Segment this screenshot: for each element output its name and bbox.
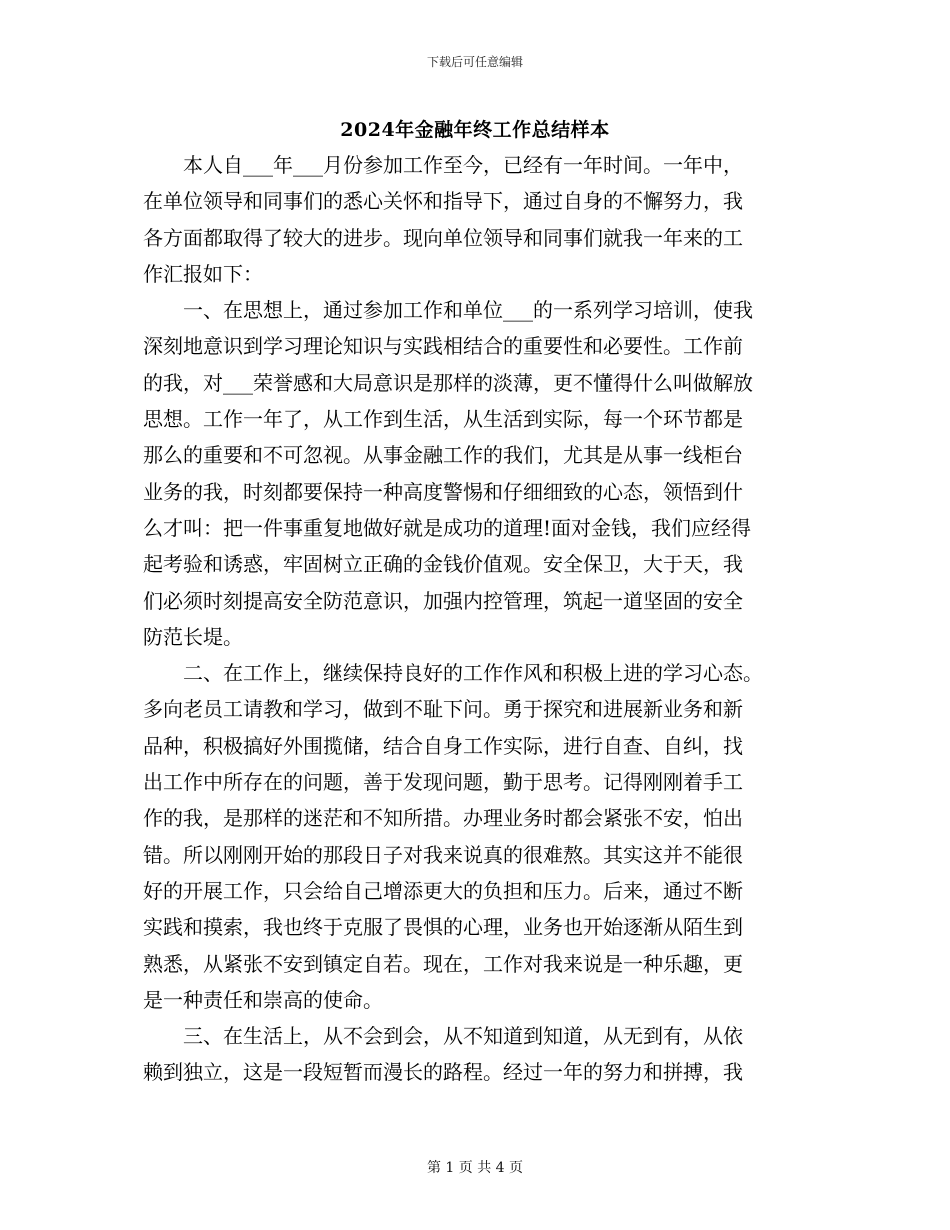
paragraph-line: 出工作中所存在的问题，善于发现问题，勤于思考。记得刚刚着手工 (143, 770, 743, 795)
paragraph-line: 各方面都取得了较大的进步。现向单位领导和同事们就我一年来的工 (143, 225, 743, 250)
paragraph-line: 思想。工作一年了，从工作到生活，从生活到实际，每一个环节都是 (143, 407, 743, 432)
paragraph-line: 起考验和诱惑，牢固树立正确的金钱价值观。安全保卫，大于天，我 (143, 552, 743, 577)
paragraph-line: 多向老员工请教和学习，做到不耻下问。勇于探究和进展新业务和新 (143, 697, 743, 722)
paragraph-line: 三、在生活上，从不会到会，从不知道到知道，从无到有，从依 (183, 1024, 743, 1049)
paragraph-line: 的我，对___荣誉感和大局意识是那样的淡薄，更不懂得什么叫做解放 (143, 370, 753, 395)
paragraph-line: 深刻地意识到学习理论知识与实践相结合的重要性和必要性。工作前 (143, 334, 743, 359)
paragraph-line: 们必须时刻提高安全防范意识，加强内控管理，筑起一道坚固的安全 (143, 588, 743, 613)
paragraph-line: 业务的我，时刻都要保持一种高度警惕和仔细细致的心态，领悟到什 (143, 479, 743, 504)
paragraph-line: 在单位领导和同事们的悉心关怀和指导下，通过自身的不懈努力，我 (143, 189, 743, 214)
paragraph-line: 本人自___年___月份参加工作至今，已经有一年时间。一年中， (183, 153, 743, 177)
paragraph-line: 熟悉，从紧张不安到镇定自若。现在，工作对我来说是一种乐趣，更 (143, 951, 743, 976)
paragraph-line: 错。所以刚刚开始的那段日子对我来说真的很难熬。其实这并不能很 (143, 842, 743, 867)
header-note: 下载后可任意编辑 (426, 55, 523, 69)
paragraph-line: 一、在思想上，通过参加工作和单位___的一系列学习培训，使我 (183, 298, 753, 323)
paragraph-line: 是一种责任和崇高的使命。 (143, 987, 383, 1012)
paragraph-line: 作汇报如下： (143, 261, 263, 286)
document-body (143, 147, 805, 1091)
paragraph-line: 品种，积极搞好外围揽储，结合自身工作实际，进行自查、自纠，找 (143, 733, 743, 758)
paragraph-line: 二、在工作上，继续保持良好的工作作风和积极上进的学习心态。 (183, 661, 763, 686)
paragraph-line: 么才叫：把一件事重复地做好就是成功的道理!面对金钱，我们应经得 (143, 515, 752, 540)
document-title: 2024年金融年终工作总结样本 (340, 119, 610, 141)
paragraph-line: 好的开展工作，只会给自己增添更大的负担和压力。后来，通过不断 (143, 878, 743, 903)
paragraph-line: 作的我，是那样的迷茫和不知所措。办理业务时都会紧张不安，怕出 (143, 806, 743, 831)
paragraph-line: 实践和摸索，我也终于克服了畏惧的心理，业务也开始逐渐从陌生到 (143, 915, 743, 940)
paragraph-line: 防范长堤。 (143, 624, 243, 649)
paragraph-line: 赖到独立，这是一段短暂而漫长的路程。经过一年的努力和拼搏，我 (143, 1060, 743, 1085)
paragraph-line: 那么的重要和不可忽视。从事金融工作的我们，尤其是从事一线柜台 (143, 443, 743, 468)
page-footer: 第 1 页 共 4 页 (426, 1160, 524, 1176)
